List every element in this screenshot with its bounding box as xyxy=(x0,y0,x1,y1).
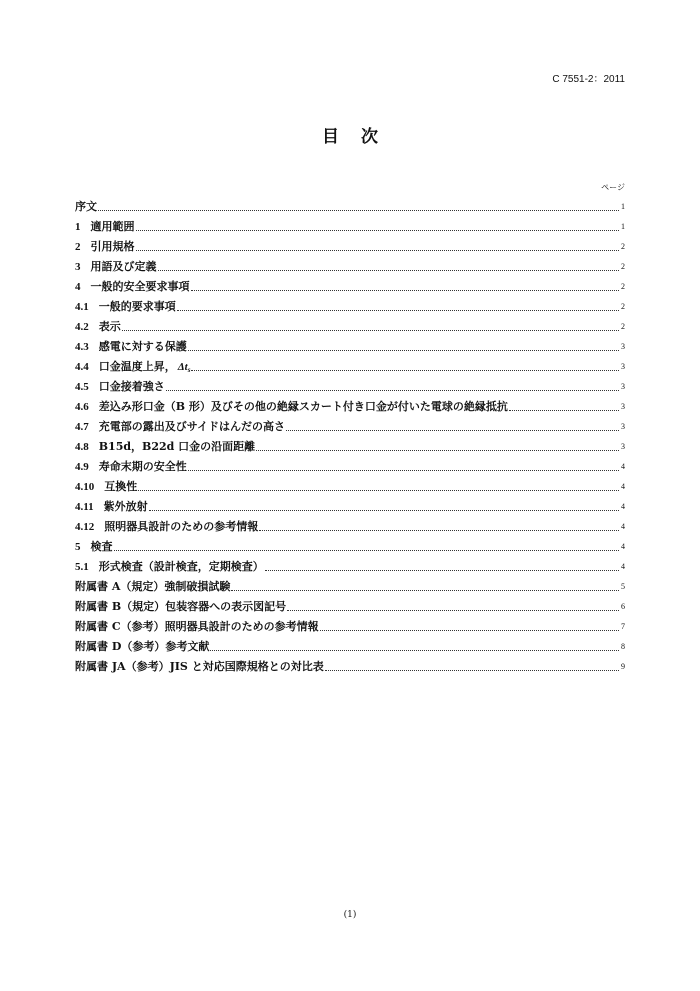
dot-leader xyxy=(136,250,620,251)
dot-leader xyxy=(231,590,619,591)
page-number: 3 xyxy=(621,342,625,351)
section-number: 5 xyxy=(75,541,81,553)
page-number: 1 xyxy=(621,222,625,231)
section-title: 口金温度上昇， xyxy=(98,360,176,373)
toc-entry-4-5 xyxy=(75,377,625,397)
toc-entry-2 xyxy=(75,237,625,257)
section-title: 口金接着強さ xyxy=(98,380,165,393)
toc-entry-4-4 xyxy=(75,357,625,377)
dot-leader xyxy=(149,510,619,511)
page-title: 目 次 xyxy=(322,127,386,147)
delta-t-symbol xyxy=(178,357,191,377)
dot-leader xyxy=(286,430,619,431)
section-number: 4 xyxy=(75,281,81,293)
section-number: 4.6 xyxy=(75,401,89,413)
toc-entry-foreword xyxy=(75,197,625,217)
section-number: 4.11 xyxy=(75,501,94,513)
section-title: 互換性 xyxy=(104,480,138,493)
toc-entry-annex-ja xyxy=(75,657,625,677)
toc-entry-5 xyxy=(75,537,625,557)
section-number: 4.12 xyxy=(75,521,95,533)
dot-leader xyxy=(177,310,619,311)
page-number: 4 xyxy=(621,502,625,511)
page-footer-number: (1) xyxy=(343,910,357,920)
page-number: 2 xyxy=(621,262,625,271)
dot-leader xyxy=(210,650,619,651)
page-number: 4 xyxy=(621,522,625,531)
toc-entry-1 xyxy=(75,217,625,237)
section-number: 4.3 xyxy=(75,341,89,353)
page-number: 2 xyxy=(621,322,625,331)
page-number: 3 xyxy=(621,422,625,431)
section-title: 附属書 A（規定）強制破損試験 xyxy=(75,580,231,593)
section-title: 用語及び定義 xyxy=(90,260,157,273)
toc-entry-5-1 xyxy=(75,557,625,577)
dot-leader xyxy=(138,490,619,491)
section-title: 感電に対する保護 xyxy=(98,340,187,353)
page-number: 3 xyxy=(621,382,625,391)
dot-leader xyxy=(287,610,619,611)
dot-leader xyxy=(166,390,619,391)
symbol-main: Δt xyxy=(177,361,188,373)
page-number: 8 xyxy=(621,642,625,651)
section-title: 引用規格 xyxy=(90,240,135,253)
toc-entry-annex-d xyxy=(75,637,625,657)
toc-entry-annex-a xyxy=(75,577,625,597)
dot-leader xyxy=(191,370,619,371)
dot-leader xyxy=(265,570,619,571)
section-number: 4.2 xyxy=(75,321,89,333)
section-title: B15d，B22d 口金の沿面距離 xyxy=(98,440,256,453)
toc-entry-4-1 xyxy=(75,297,625,317)
dot-leader xyxy=(256,450,619,451)
page-number: 5 xyxy=(621,582,625,591)
toc-entry-4 xyxy=(75,277,625,297)
page-number: 2 xyxy=(621,282,625,291)
section-number: 4.9 xyxy=(75,461,89,473)
page-number: 4 xyxy=(621,462,625,471)
symbol-subscript: s xyxy=(187,366,191,374)
toc-entry-4-7 xyxy=(75,417,625,437)
section-title: 紫外放射 xyxy=(103,500,148,513)
page-number: 2 xyxy=(621,242,625,251)
page-number: 7 xyxy=(621,622,625,631)
page-number: 4 xyxy=(621,542,625,551)
toc-entry-4-9 xyxy=(75,457,625,477)
section-title: 適用範囲 xyxy=(90,220,135,233)
section-number: 4.8 xyxy=(75,441,89,453)
section-number: 5.1 xyxy=(75,561,89,573)
section-title: 寿命末期の安全性 xyxy=(98,460,187,473)
section-title: 一般的安全要求事項 xyxy=(90,280,190,293)
page-number: 2 xyxy=(621,302,625,311)
page-number: 6 xyxy=(621,602,625,611)
toc-entry-annex-c xyxy=(75,617,625,637)
toc-entry-4-6 xyxy=(75,397,625,417)
toc-entry-annex-b xyxy=(75,597,625,617)
section-title: 検査 xyxy=(90,540,113,553)
section-title: 附属書 JA（参考）JIS と対応国際規格との対比表 xyxy=(75,660,324,673)
dot-leader xyxy=(191,290,620,291)
dot-leader xyxy=(136,230,620,231)
toc-entry-3 xyxy=(75,257,625,277)
section-number: 1 xyxy=(75,221,81,233)
document-number: C 7551-2：2011 xyxy=(552,74,625,85)
section-title: 序文 xyxy=(75,200,97,213)
section-number: 2 xyxy=(75,241,81,253)
page-column-label: ページ xyxy=(601,183,625,192)
section-title: 附属書 D（参考）参考文献 xyxy=(75,640,210,653)
toc-entry-4-10 xyxy=(75,477,625,497)
section-number: 4.10 xyxy=(75,481,95,493)
page-number: 4 xyxy=(621,482,625,491)
dot-leader xyxy=(98,210,619,211)
section-title: 表示 xyxy=(98,320,121,333)
dot-leader xyxy=(188,350,619,351)
dot-leader xyxy=(122,330,619,331)
page-number: 3 xyxy=(621,402,625,411)
toc-entry-4-3 xyxy=(75,337,625,357)
toc-entry-4-8 xyxy=(75,437,625,457)
dot-leader xyxy=(320,630,619,631)
page-number: 3 xyxy=(621,362,625,371)
page-number: 9 xyxy=(621,662,625,671)
section-title: 充電部の露出及びサイドはんだの高さ xyxy=(98,420,285,433)
dot-leader xyxy=(188,470,619,471)
section-title: 一般的要求事項 xyxy=(98,300,176,313)
dot-leader xyxy=(158,270,620,271)
section-title: 照明器具設計のための参考情報 xyxy=(104,520,259,533)
dot-leader xyxy=(259,530,619,531)
section-number: 4.1 xyxy=(75,301,89,313)
page-number: 4 xyxy=(621,562,625,571)
dot-leader xyxy=(509,410,619,411)
section-title: 差込み形口金（B 形）及びその他の絶縁スカート付き口金が付いた電球の絶縁抵抗 xyxy=(98,400,508,413)
section-title: 附属書 B（規定）包装容器への表示図記号 xyxy=(75,600,287,613)
toc-entry-4-11 xyxy=(75,497,625,517)
page-number: 1 xyxy=(621,202,625,211)
section-title: 形式検査（設計検査，定期検査） xyxy=(98,560,264,573)
section-number: 4.5 xyxy=(75,381,89,393)
page-number: 3 xyxy=(621,442,625,451)
section-number: 4.4 xyxy=(75,361,89,373)
dot-leader xyxy=(325,670,619,671)
section-number: 3 xyxy=(75,261,81,273)
toc-entry-4-2 xyxy=(75,317,625,337)
dot-leader xyxy=(114,550,620,551)
section-title: 附属書 C（参考）照明器具設計のための参考情報 xyxy=(75,620,319,633)
toc-entry-4-12 xyxy=(75,517,625,537)
section-number: 4.7 xyxy=(75,421,89,433)
table-of-contents xyxy=(75,197,625,677)
